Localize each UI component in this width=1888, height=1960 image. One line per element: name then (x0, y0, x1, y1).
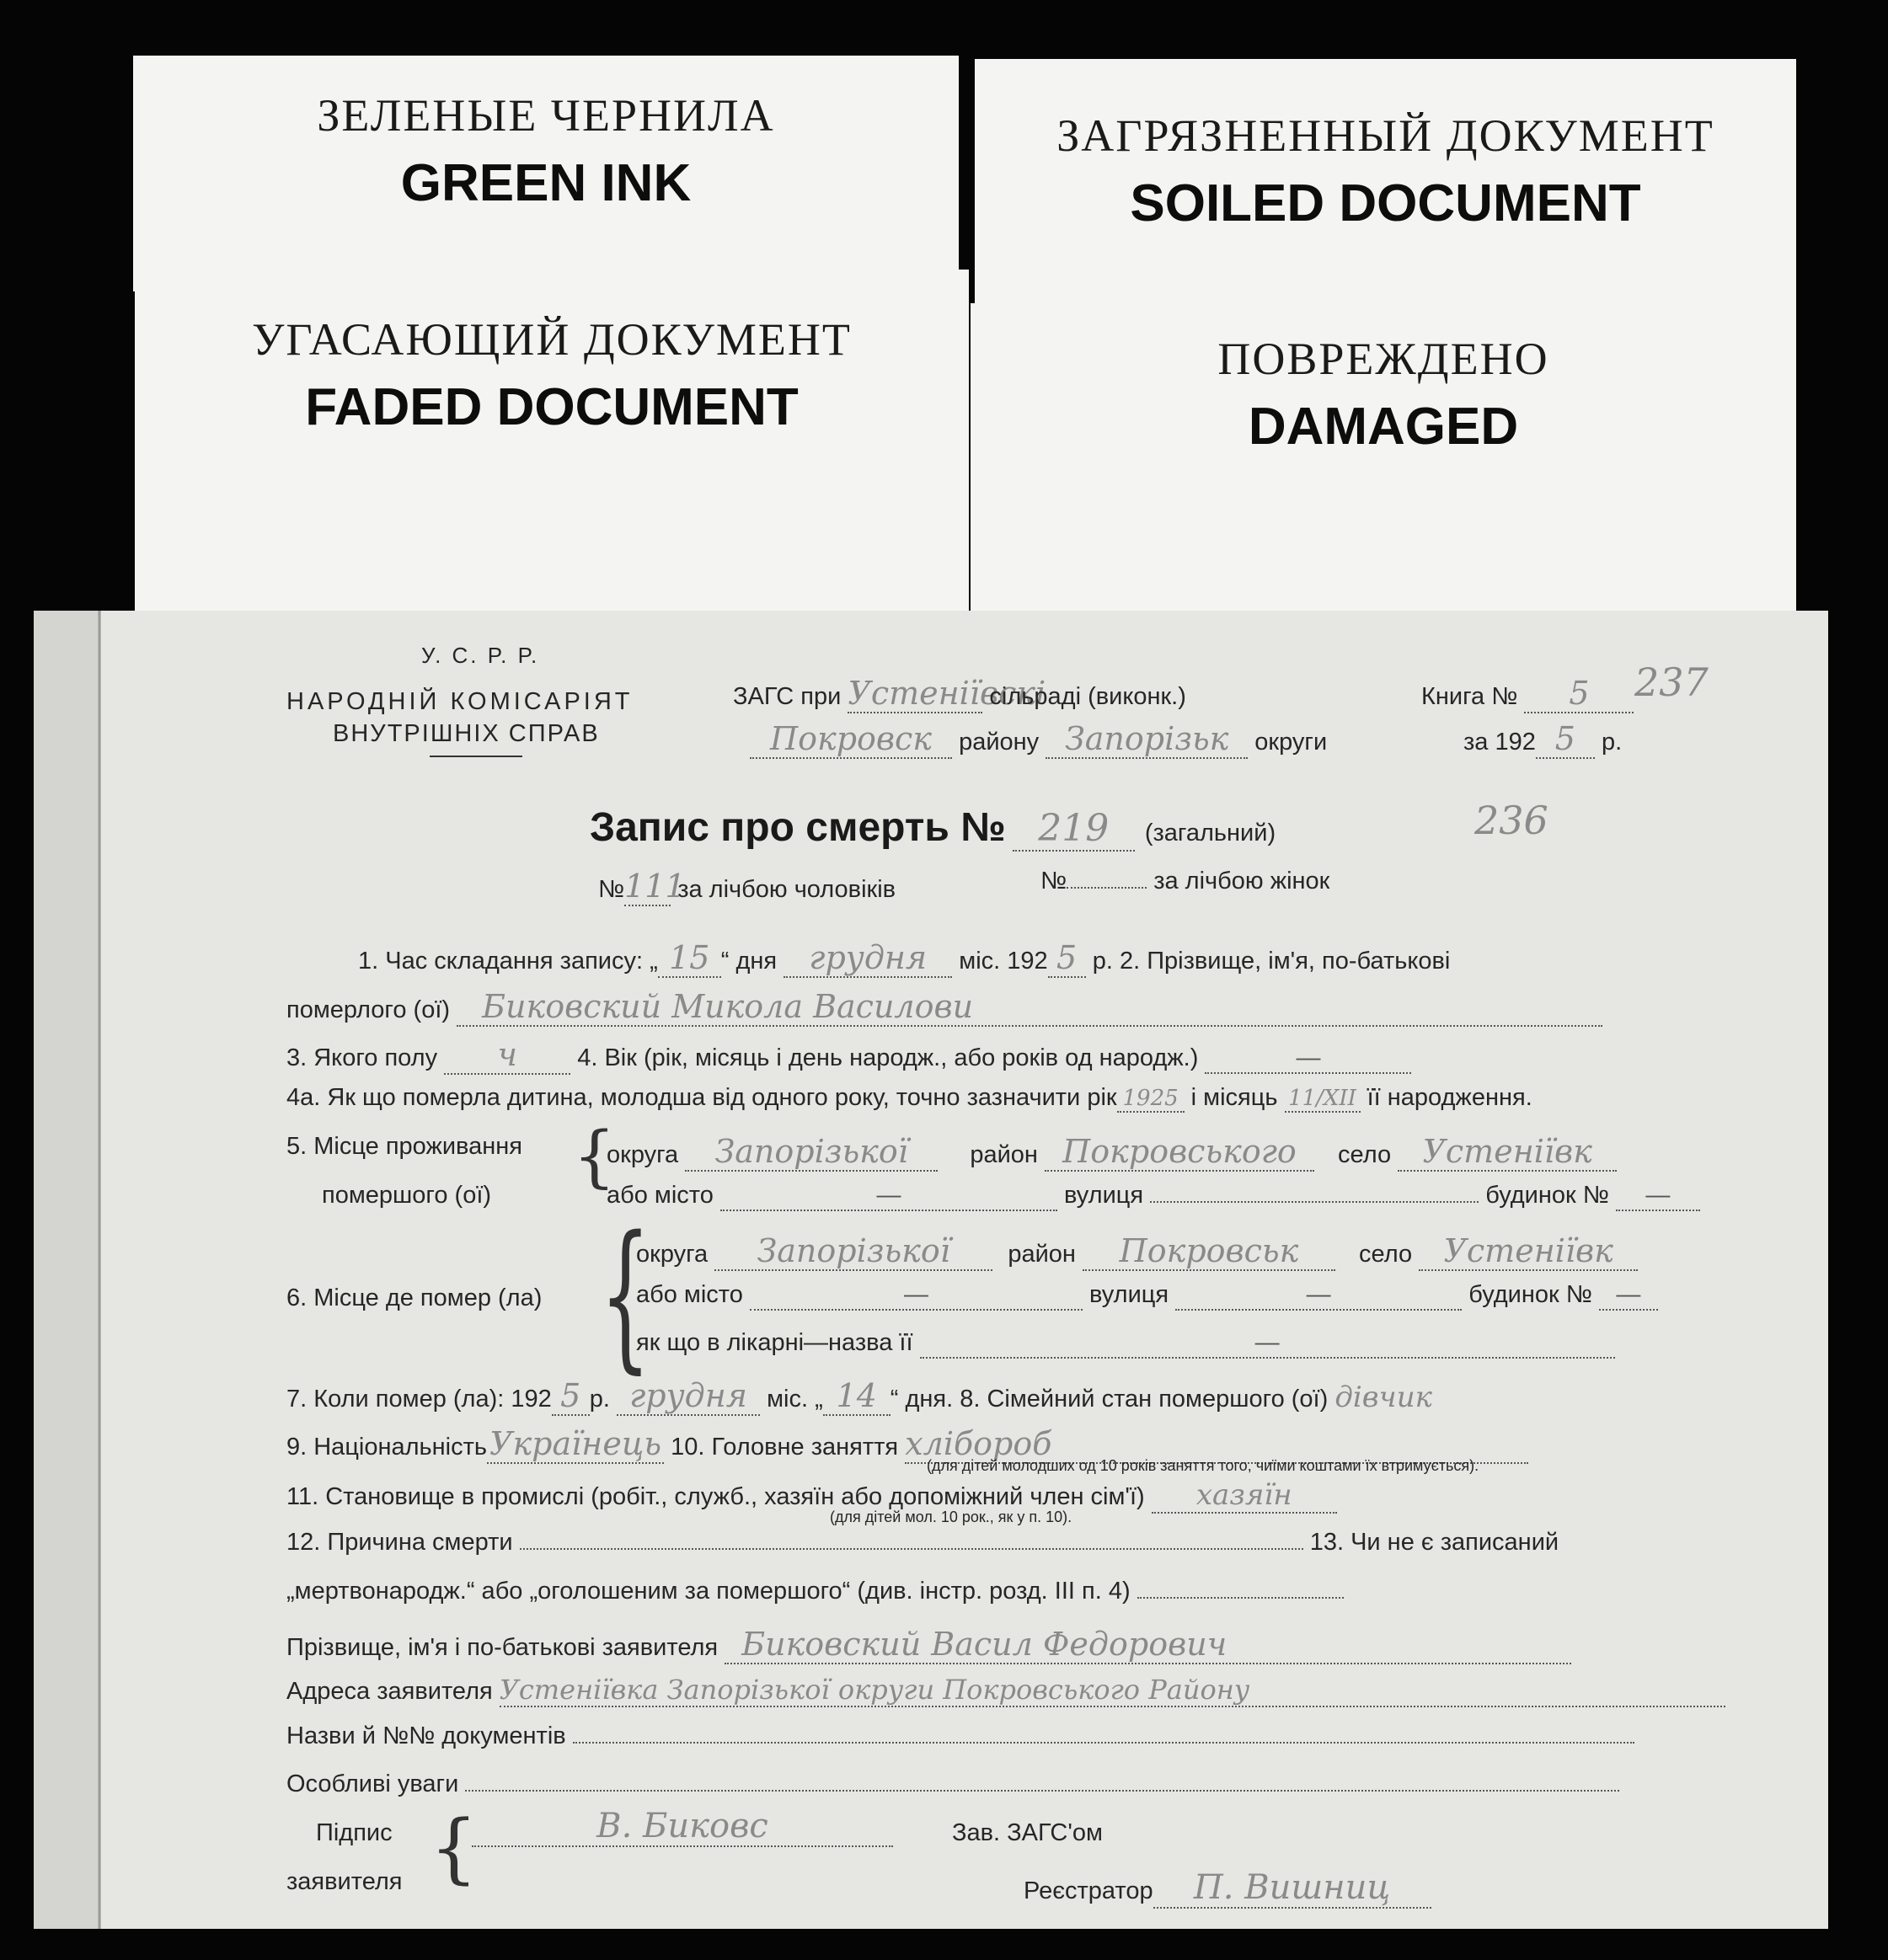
documents-label: Назви й №№ документів (286, 1722, 566, 1749)
stillborn-question-text: „мертвонародж.“ або „оголошеним за помершого“ (див. інстр. розд. III п. 4) (286, 1578, 1131, 1605)
notice-faded-document (135, 270, 969, 632)
record-title: Запис про смерть № (590, 805, 1006, 850)
men-no: № (598, 876, 625, 903)
notice-faded-en: FADED DOCUMENT (305, 378, 799, 436)
position-note: (для дітей мол. 10 рок., як у п. 10). (830, 1509, 1072, 1525)
women-count-label: за лічбою жінок (1153, 868, 1330, 895)
infant-month-hand: 11/XII (1285, 1086, 1361, 1113)
death-place-brace: { (600, 1202, 651, 1388)
raion-hand: Покровск (750, 720, 952, 759)
death-month-hand: грудня (617, 1377, 760, 1416)
infant-year-hand: 1925 (1117, 1086, 1185, 1113)
men-count-hand: 111 (624, 868, 686, 905)
death-month-label: міс. „ (767, 1386, 823, 1413)
zags-head-label: Зав. ЗАГС'ом (952, 1819, 1103, 1846)
record-year-hand: 5 (1048, 939, 1086, 978)
death-place-label: 6. Місце де помер (ла) (286, 1284, 543, 1311)
remarks-label: Особливі уваги (286, 1770, 459, 1797)
remarks-blank (465, 1790, 1619, 1792)
death-day-hand: 14 (823, 1377, 891, 1416)
book-label: Книга № (1421, 683, 1518, 710)
registrar-label: Реєстратор (1024, 1877, 1153, 1904)
side-number-hand: 236 (1474, 798, 1548, 843)
year-suffix: р. (1601, 729, 1623, 756)
okruga-label: округи (1254, 729, 1328, 756)
record-day-hand: 15 (658, 939, 721, 978)
residence-street-blank (1150, 1201, 1479, 1203)
position-hand: хазяїн (1152, 1478, 1337, 1514)
death-raion-label: район (1008, 1241, 1076, 1268)
stillborn-question-label: 13. Чи не є записаний (1309, 1529, 1559, 1556)
women-count-blank (1067, 887, 1147, 889)
death-okruga-hand: Запорізької (714, 1232, 992, 1271)
death-year-hand: 5 (552, 1377, 590, 1416)
residence-city-label: або місто (607, 1182, 714, 1209)
republic-label: У. С. Р. Р. (421, 643, 540, 668)
applicant-address-hand: Устеніївка Запорізької округи Покровського Району (500, 1674, 1725, 1707)
signature-applicant-label: заявителя (286, 1868, 403, 1895)
stillborn-blank (1137, 1597, 1344, 1599)
death-okruga-label: округа (636, 1241, 709, 1268)
residence-raion-hand: Покровського (1045, 1133, 1314, 1172)
residence-okruga-hand: Запорізької (685, 1133, 938, 1172)
zags-village-hand: Устеніївскі (848, 675, 1046, 712)
hospital-label: як що в лікарні—назва її (636, 1329, 913, 1356)
death-raion-hand: Покровськ (1083, 1232, 1335, 1271)
line1-day-label: “ дня (720, 948, 778, 975)
signature-label: Підпис (316, 1819, 393, 1846)
line1-tail: р. 2. Прізвище, ім'я, по-батькові (1092, 948, 1451, 975)
year-label: за 192 (1463, 729, 1536, 756)
notice-green-ink-en: GREEN INK (400, 154, 692, 212)
occupation-note: (для дітей молодших од 10 років заняття того, чиїми коштами їх втримується). (927, 1457, 1479, 1474)
notice-damaged (971, 303, 1796, 640)
nationality-hand: Українець (487, 1425, 664, 1464)
nationality-label: 9. Національність (286, 1434, 488, 1461)
deceased-label: померлого (ої) (286, 996, 451, 1023)
death-city-blank: — (750, 1281, 1083, 1311)
documents-blank (573, 1742, 1634, 1744)
cause-of-death-label: 12. Причина смерти (286, 1529, 513, 1556)
zags-prefix: ЗАГС при (733, 683, 842, 710)
men-count-label: за лічбою чоловіків (677, 876, 896, 903)
sex-label: 3. Якого полу (286, 1044, 438, 1071)
death-day-label: “ дня. 8. Сімейний стан помершого (ої) (890, 1386, 1329, 1413)
notice-soiled-ru: ЗАГРЯЗНЕННЫЙ ДОКУМЕНТ (1056, 110, 1714, 161)
infant-label: 4а. Як що померла дитина, молодша від одного року, точно зазначити рік (286, 1084, 1117, 1111)
line1-label: 1. Час складання запису: „ (358, 948, 658, 975)
death-street-blank: — (1175, 1281, 1462, 1311)
death-date-label: 7. Коли помер (ла): 192 (286, 1386, 552, 1413)
death-selo-hand: Устеніївк (1419, 1232, 1638, 1271)
deceased-name-hand: Биковский Микола Василови (457, 988, 1602, 1027)
death-house-label: будинок № (1468, 1281, 1592, 1308)
raion-label: району (959, 729, 1040, 756)
notice-damaged-en: DAMAGED (1248, 398, 1519, 456)
sex-hand: ч (444, 1036, 570, 1075)
residence-raion-label: район (970, 1141, 1038, 1168)
internal-affairs-label: ВНУТРІШНІХ СПРАВ (333, 720, 600, 747)
book-corner-hand: 237 (1634, 660, 1709, 705)
death-city-label: або місто (636, 1281, 743, 1308)
occupation-label: 10. Головне заняття (671, 1434, 899, 1461)
notice-green-ink-ru: ЗЕЛЕНЫЕ ЧЕРНИЛА (317, 90, 775, 141)
registrar-signature-hand: П. Вишниц (1153, 1868, 1431, 1909)
notice-soiled-en: SOILED DOCUMENT (1130, 174, 1641, 232)
residence-street-label: вулиця (1064, 1182, 1144, 1209)
record-month-hand: грудня (784, 939, 952, 978)
header-rule (430, 756, 522, 757)
death-record-form (34, 611, 1828, 1929)
notice-faded-ru: УГАСАЮЩИЙ ДОКУМЕНТ (252, 314, 852, 365)
applicant-address-label: Адреса заявителя (286, 1678, 493, 1705)
death-selo-label: село (1359, 1241, 1413, 1268)
book-number-hand: 5 (1524, 675, 1634, 713)
occupation-hand: хлібороб (905, 1425, 1528, 1464)
notice-damaged-ru: ПОВРЕЖДЕНО (1217, 334, 1549, 384)
age-label: 4. Вік (рік, місяць і день народж., або років од народж.) (577, 1044, 1199, 1071)
zags-suffix: сільраді (виконк.) (989, 683, 1186, 710)
death-house-blank: — (1599, 1281, 1658, 1311)
applicant-name-hand: Биковский Васил Федорович (725, 1626, 1571, 1664)
death-year-suffix: р. (589, 1386, 610, 1413)
death-street-label: вулиця (1089, 1281, 1169, 1308)
residence-house-blank: — (1616, 1182, 1700, 1211)
signature-brace: { (430, 1804, 479, 1893)
cause-of-death-blank (520, 1548, 1303, 1550)
notice-soiled-document (975, 59, 1796, 320)
residence-selo-hand: Устеніївк (1398, 1133, 1617, 1172)
year-hand: 5 (1536, 720, 1595, 759)
residence-house-label: будинок № (1485, 1182, 1609, 1209)
residence-brace: { (573, 1117, 616, 1195)
general-label: (загальний) (1144, 820, 1276, 846)
applicant-name-label: Прізвище, ім'я і по-батькові заявителя (286, 1634, 719, 1661)
hospital-blank: — (920, 1329, 1615, 1359)
notice-green-ink (133, 56, 959, 291)
sheet-binding-edge (34, 611, 101, 1929)
commissariat-label: НАРОДНІЙ КОМІСАРІЯТ (286, 688, 634, 715)
applicant-signature-hand: В. Биковс (472, 1807, 893, 1847)
okruga-hand: Запорізьк (1046, 720, 1248, 759)
marital-status-hand: дівчик (1334, 1381, 1432, 1414)
age-blank: — (1205, 1044, 1411, 1074)
infant-month-label: і місяць (1190, 1084, 1278, 1111)
position-label: 11. Становище в промислі (робіт., служб., хазяїн або допоміжний член сім'ї) (286, 1483, 1145, 1510)
residence-label: 5. Місце проживання (286, 1133, 522, 1160)
record-number-hand: 219 (1013, 807, 1135, 852)
residence-selo-label: село (1338, 1141, 1392, 1168)
residence-deceased-label: помершого (ої) (322, 1182, 492, 1209)
residence-okruga-label: округа (607, 1141, 679, 1168)
infant-birth-label: її народження. (1367, 1084, 1532, 1111)
residence-city-blank: — (720, 1182, 1057, 1211)
women-no: № (1040, 868, 1067, 895)
line1-month-label: міс. 192 (959, 948, 1048, 975)
